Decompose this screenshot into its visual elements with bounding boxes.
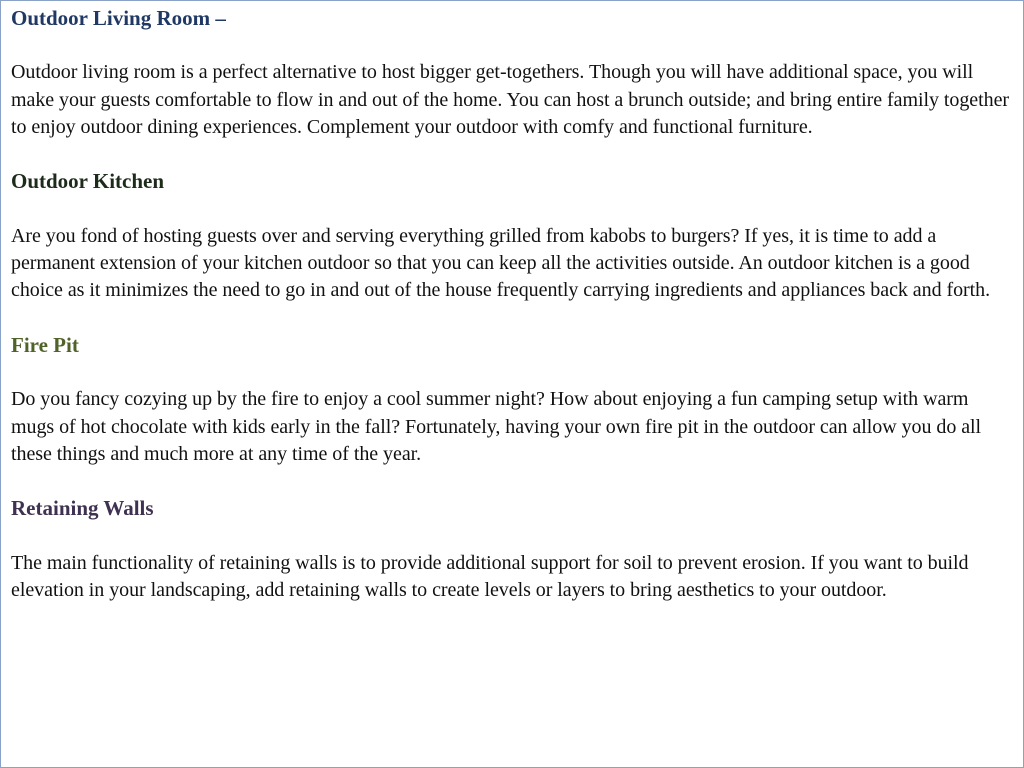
section-heading: Outdoor Kitchen [11,169,165,194]
section-heading: Outdoor Living Room – [11,6,226,30]
section-body: The main functionality of retaining walls is to provide additional support for soil to prevent erosion. If you want to build elevation in your landscaping, add retaining walls to create levels or layers to bring aesthetics to your outdoor. [11,551,969,602]
spacer [11,141,1013,168]
section-outdoor-living-room [11,5,1013,168]
section-retaining-walls [11,495,1013,604]
spacer [11,468,1013,495]
section-heading: Retaining Walls [11,496,154,521]
section-body: Do you fancy cozying up by the fire to enjoy a cool summer night? How about enjoying a fun camping setup with warm mugs of hot chocolate with kids early in the fall? Fortunately, having your own fire pit in the outdoor can allow you do all these things and much more at any time of the year. [11,388,982,465]
spacer [11,305,1013,332]
section-fire-pit [11,332,1013,495]
spacer [11,32,1013,59]
section-body: Are you fond of hosting guests over and serving everything grilled from kabobs to burgers? If yes, it is time to add a permanent extension of your kitchen outdoor so that you can keep all the activities outside. An outdoor kitchen is a good choice as it minimizes the need to go in and out of the house frequently carrying ingredients and appliances back and forth. [11,224,991,302]
spacer [11,522,1013,549]
section-body: Outdoor living room is a perfect alternative to host bigger get-togethers. Though you will have additional space, you will make your guests comfortable to flow in and out of the home. You can host a brunch outside; and bring entire family together to enjoy outdoor dining experiences. Complement your outdoor with comfy and functional furniture. [11,61,1010,138]
spacer [11,359,1013,386]
spacer [11,195,1013,222]
section-heading: Fire Pit [11,332,79,357]
section-outdoor-kitchen [11,168,1013,331]
